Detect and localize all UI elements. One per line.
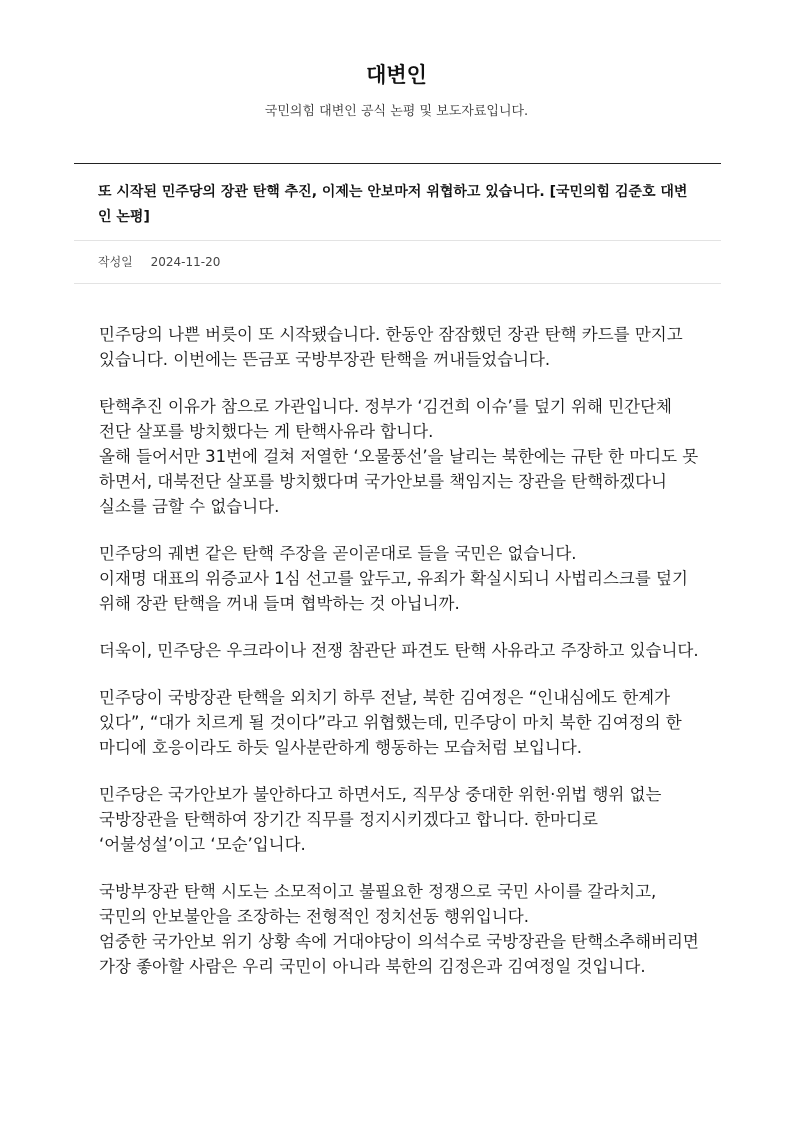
paragraph-3 — [99, 541, 699, 616]
paragraph-line: 국방부장관 탄핵 시도는 소모적이고 불필요한 정쟁으로 국민 사이를 갈라치고, 국민의 안보불안을 조장하는 전형적인 정치선동 행위입니다. — [99, 882, 657, 926]
paragraph-7 — [99, 879, 699, 979]
article-date: 2024-11-20 — [150, 255, 221, 269]
meta-divider — [74, 283, 721, 284]
site-subtitle: 국민의힘 대변인 공식 논평 및 보도자료입니다. — [264, 104, 529, 119]
title-divider — [74, 240, 721, 241]
paragraph-line: 민주당은 국가안보가 불안하다고 하면서도, 직무상 중대한 위헌·위법 행위 없는 국방장관을 탄핵하여 장기간 직무를 정지시키겠다고 합니다. 한마디로 ‘어불성설’이고 ‘모순’입니다. — [99, 785, 662, 854]
paragraph-line: 이재명 대표의 위증교사 1심 선고를 앞두고, 유죄가 확실시되니 사법리스크를 덮기 위해 장관 탄핵을 꺼내 들며 협박하는 것 아닙니까. — [99, 569, 688, 613]
paragraph-line: 탄핵추진 이유가 참으로 가관입니다. 정부가 ‘김건희 이슈’를 덮기 위해 민간단체 전단 살포를 방치했다는 게 탄핵사유라 합니다. — [99, 397, 672, 441]
site-title: 대변인 — [366, 63, 427, 87]
paragraph-line: 엄중한 국가안보 위기 상황 속에 거대야당이 의석수로 국방장관을 탄핵소추해버리면 가장 좋아할 사람은 우리 국민이 아니라 북한의 김정은과 김여정일 것입니다. — [99, 932, 699, 976]
paragraph-line: 민주당이 국방장관 탄핵을 외치기 하루 전날, 북한 김여정은 “인내심에도 한계가 있다”, “대가 치르게 될 것이다”라고 위협했는데, 민주당이 마치 북한 김여정의 한 마디에 호응이라도 하듯 일사분란하게 행동하는 모습처럼 보입니다. — [99, 688, 682, 757]
paragraph-line: 민주당의 궤변 같은 탄핵 주장을 곧이곧대로 들을 국민은 없습니다. — [99, 544, 577, 563]
date-label: 작성일 — [98, 255, 133, 269]
paragraph-5 — [99, 685, 699, 760]
article-meta — [98, 252, 220, 272]
paragraph-4 — [99, 638, 699, 663]
article-body — [99, 322, 699, 1001]
header-divider — [74, 163, 721, 164]
article-title: 또 시작된 민주당의 장관 탄핵 추진, 이제는 안보마저 위협하고 있습니다. [국민의힘 김준호 대변인 논평] — [98, 184, 688, 225]
paragraph-1 — [99, 322, 699, 372]
paragraph-line: 올해 들어서만 31번에 걸쳐 저열한 ‘오물풍선’을 날리는 북한에는 규탄 한 마디도 못 하면서, 대북전단 살포를 방치했다며 국가안보를 책임지는 장관을 탄핵하겠다니 실소를 금할 수 없습니다. — [99, 447, 699, 516]
paragraph-line: 민주당의 나쁜 버릇이 또 시작됐습니다. 한동안 잠잠했던 장관 탄핵 카드를 만지고 있습니다. 이번에는 뜬금포 국방부장관 탄핵을 꺼내들었습니다. — [99, 325, 683, 369]
paragraph-line: 더욱이, 민주당은 우크라이나 전쟁 참관단 파견도 탄핵 사유라고 주장하고 있습니다. — [99, 641, 699, 660]
paragraph-6 — [99, 782, 699, 857]
paragraph-2 — [99, 394, 699, 519]
